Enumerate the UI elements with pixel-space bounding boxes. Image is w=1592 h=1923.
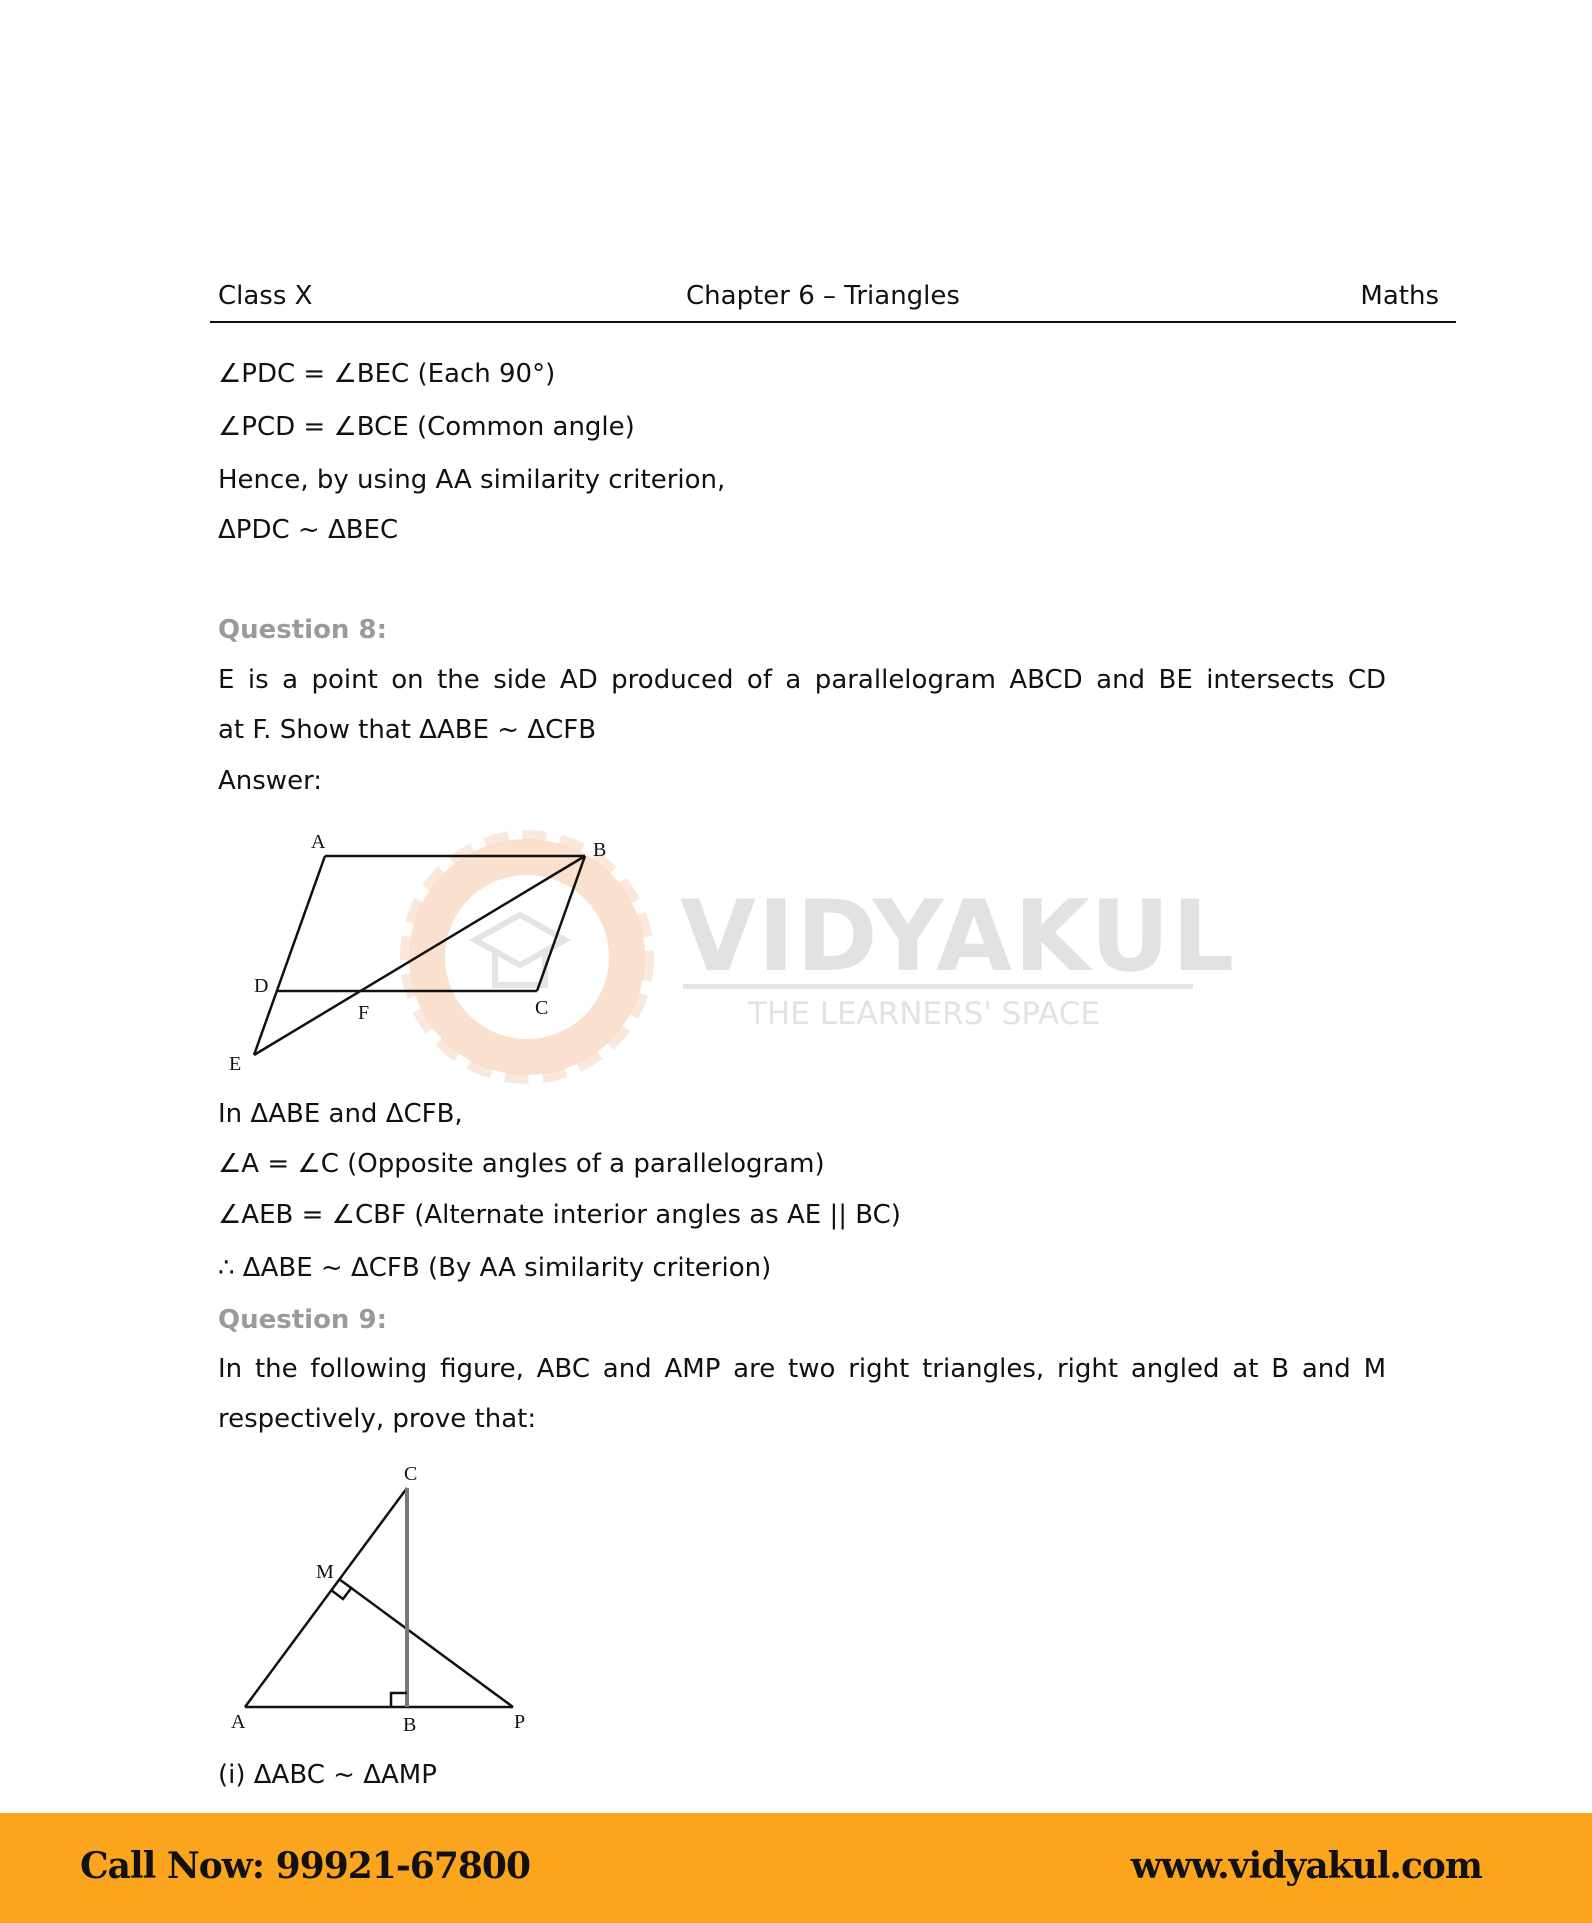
label-E: E: [229, 1053, 242, 1075]
answer-line: Hence, by using AA similarity criterion,: [218, 465, 726, 495]
answer-line: ∠AEB = ∠CBF (Alternate interior angles as AE || BC): [218, 1200, 901, 1230]
header-subject: Maths: [1360, 281, 1439, 311]
label-D: D: [254, 975, 269, 997]
answer-line: ∠PDC = ∠BEC (Each 90°): [218, 359, 556, 389]
question-8-text: E is a point on the side AD produced of a parallelogram ABCD and BE intersects CD: [218, 665, 1386, 695]
header-class: Class X: [218, 281, 313, 311]
answer-line: ΔPDC ~ ΔBEC: [218, 515, 399, 545]
question-8-heading: Question 8:: [218, 615, 387, 645]
footer-phone: Call Now: 99921-67800: [80, 1845, 531, 1887]
label-M: M: [316, 1561, 334, 1583]
label-B: B: [403, 1714, 417, 1736]
footer-banner: [0, 1813, 1592, 1923]
label-B: B: [593, 839, 607, 861]
answer-line: ∠PCD = ∠BCE (Common angle): [218, 412, 635, 442]
footer-website-link[interactable]: www.vidyakul.com: [1130, 1845, 1482, 1887]
label-A: A: [231, 1711, 246, 1733]
label-F: F: [358, 1002, 370, 1024]
question-9-text: respectively, prove that:: [218, 1404, 537, 1434]
answer-label: Answer:: [218, 766, 323, 796]
label-C: C: [535, 997, 549, 1019]
answer-line: ∠A = ∠C (Opposite angles of a parallelogram): [218, 1149, 825, 1179]
answer-line: In ΔABE and ΔCFB,: [218, 1099, 463, 1129]
answer-line: ∴ ΔABE ~ ΔCFB (By AA similarity criterion): [218, 1253, 772, 1283]
question-9-text: In the following figure, ABC and AMP are two right triangles, right angled at B and M: [218, 1354, 1386, 1384]
label-P: P: [514, 1711, 526, 1733]
question-9-heading: Question 9:: [218, 1305, 387, 1335]
question-8-text: at F. Show that ΔABE ~ ΔCFB: [218, 715, 597, 745]
label-C: C: [404, 1463, 418, 1485]
label-A: A: [311, 831, 326, 853]
watermark-brand: VIDYAKUL: [680, 880, 1237, 994]
question-9-part-i: (i) ΔABC ~ ΔAMP: [218, 1760, 437, 1790]
watermark-tagline: THE LEARNERS' SPACE: [748, 996, 1100, 1032]
header-chapter: Chapter 6 – Triangles: [686, 281, 960, 311]
